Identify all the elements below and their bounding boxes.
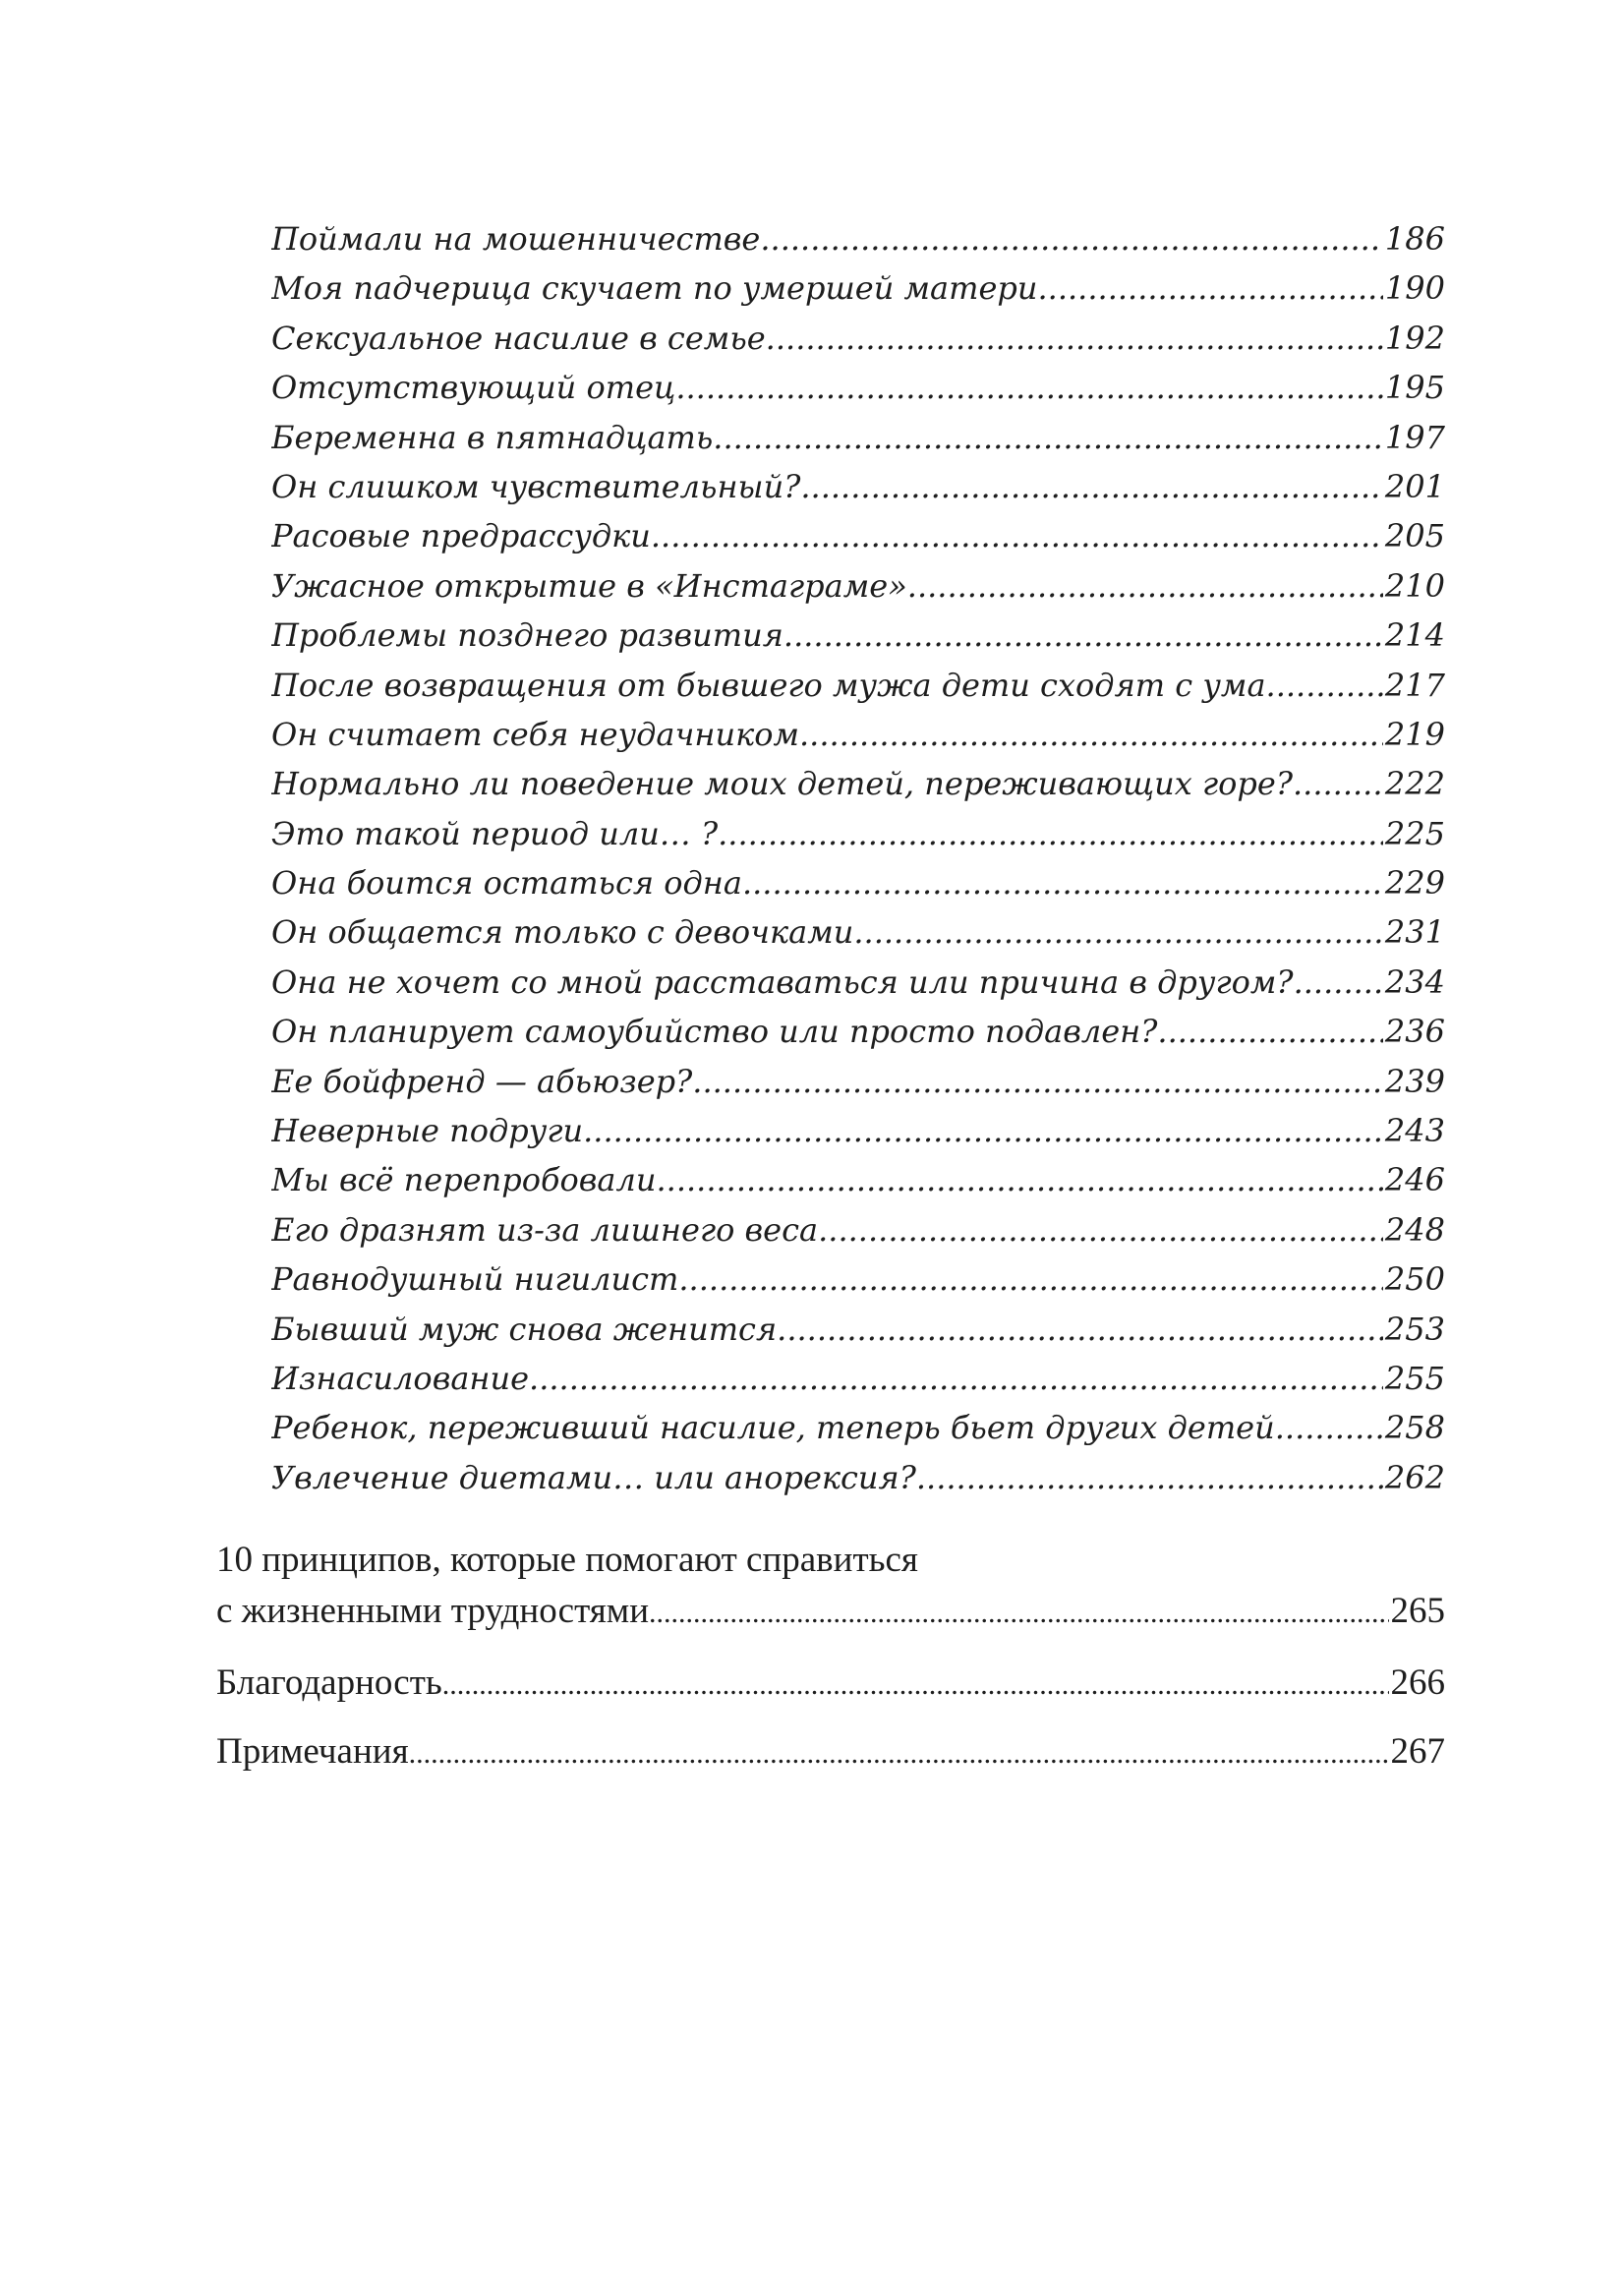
toc-page-number: 262	[1384, 1458, 1445, 1496]
toc-entry-title: Он планирует самоубийство или просто подавлен?	[271, 1013, 1158, 1051]
toc-entry-title: Он общается только с девочками	[271, 913, 854, 952]
dot-leader	[800, 462, 1383, 511]
toc-entry-title-line1: 10 принципов, которые помогают справиться	[216, 1540, 918, 1580]
toc-sub-entry	[271, 1453, 1445, 1502]
toc-entry-title: Нормально ли поведение моих детей, переживающих горе?	[271, 765, 1293, 803]
dot-leader	[766, 314, 1383, 363]
toc-entry-title: Ее бойфренд — абьюзер?	[271, 1062, 693, 1100]
toc-page-number: 267	[1390, 1731, 1445, 1772]
dot-leader	[649, 1588, 1389, 1637]
toc-page-number: 186	[1384, 220, 1445, 258]
toc-sub-entry	[271, 1305, 1445, 1354]
toc-entry-row	[216, 1726, 1445, 1778]
dot-leader	[713, 413, 1383, 462]
toc-page-number: 201	[1384, 467, 1445, 505]
dot-leader	[853, 907, 1383, 957]
toc-sub-entry	[271, 809, 1445, 858]
toc-sub-entry	[271, 263, 1445, 313]
dot-leader	[1294, 958, 1383, 1007]
toc-entry-title: Он считает себя неудачником	[271, 715, 799, 753]
dot-leader	[409, 1728, 1389, 1778]
toc-sub-entry	[271, 1106, 1445, 1155]
toc-page-number: 222	[1384, 765, 1445, 803]
toc-sub-entry	[271, 1354, 1445, 1403]
dot-leader	[675, 363, 1383, 412]
toc-page-number: 195	[1384, 369, 1445, 407]
toc-entry-title: Благодарность	[216, 1662, 442, 1703]
toc-page-number: 197	[1384, 418, 1445, 456]
toc-page-number: 250	[1384, 1260, 1445, 1299]
toc-page-number: 210	[1384, 566, 1445, 605]
dot-leader	[1157, 1007, 1383, 1056]
toc-entry-title: Беременна в пятнадцать	[271, 418, 714, 456]
toc-sub-entry	[271, 1403, 1445, 1452]
toc-sub-entry	[271, 1057, 1445, 1106]
toc-page-number: 258	[1384, 1409, 1445, 1447]
toc-entry-title: Расовые предрассудки	[271, 517, 651, 555]
toc-page-number: 253	[1384, 1310, 1445, 1348]
toc-sub-entry	[271, 661, 1445, 710]
toc-page-number: 266	[1390, 1662, 1445, 1703]
toc-entry-title: Равнодушный нигилист	[271, 1260, 679, 1299]
toc-sub-entry	[271, 759, 1445, 808]
toc-sub-entry	[271, 1254, 1445, 1304]
toc-entry-principles	[216, 1535, 1445, 1637]
toc-entry-row	[216, 1586, 1445, 1637]
dot-leader	[783, 611, 1383, 660]
toc-entry-title: Мы всё перепробовали	[271, 1161, 657, 1199]
toc-page-number: 205	[1384, 517, 1445, 555]
toc-entry-title: Ребенок, переживший насилие, теперь бьет других детей	[271, 1409, 1275, 1447]
toc-page-number: 225	[1384, 814, 1445, 852]
toc-entry-title: Моя падчерица скучает по умершей матери	[271, 269, 1038, 308]
dot-leader	[818, 1205, 1383, 1254]
toc-page-number: 255	[1384, 1359, 1445, 1397]
toc-page-number: 246	[1384, 1161, 1445, 1199]
dot-leader	[1266, 661, 1383, 710]
dot-leader	[442, 1660, 1389, 1709]
toc-sub-entry	[271, 1007, 1445, 1056]
toc-entry-title: Сексуальное насилие в семье	[271, 319, 766, 357]
toc-entry-title-line2: с жизненными трудностями	[216, 1591, 649, 1631]
toc-page-number: 239	[1384, 1062, 1445, 1100]
toc-entry-title: Неверные подруги	[271, 1112, 584, 1150]
toc-sub-entry	[271, 462, 1445, 511]
toc-entry-title: Это такой период или… ?	[271, 814, 719, 852]
toc-entry-title: Примечания	[216, 1731, 409, 1772]
toc-entry-thanks	[216, 1658, 1445, 1709]
dot-leader	[777, 1305, 1383, 1354]
toc-sub-entry	[271, 314, 1445, 363]
toc-entry-title: Поймали на мошенничестве	[271, 220, 761, 258]
toc-page-number: 214	[1384, 616, 1445, 655]
toc-entry-title: Он слишком чувствительный?	[271, 467, 801, 505]
toc-sub-entry	[271, 511, 1445, 560]
toc-entry-title: Отсутствующий отец	[271, 369, 676, 407]
dot-leader	[692, 1057, 1383, 1106]
toc-page-number: 236	[1384, 1013, 1445, 1051]
toc-sub-entry	[271, 907, 1445, 957]
toc-entry-title: Увлечение диетами… или анорексия?	[271, 1458, 916, 1496]
dot-leader	[1293, 759, 1383, 808]
toc-entry-row	[216, 1658, 1445, 1709]
toc-page-number: 192	[1384, 319, 1445, 357]
toc-entry-title: Ужасное открытие в «Инстаграме»	[271, 566, 907, 605]
dot-leader	[742, 858, 1383, 907]
toc-sub-entry	[271, 858, 1445, 907]
toc-entry-title: После возвращения от бывшего мужа дети сходят с ума	[271, 666, 1266, 704]
toc-page-number: 190	[1384, 269, 1445, 308]
toc-entry-title: Она не хочет со мной расставаться или причина в другом?	[271, 962, 1294, 1001]
toc-page-number: 217	[1384, 666, 1445, 704]
dot-leader	[651, 511, 1383, 560]
toc-sub-entry	[271, 363, 1445, 412]
toc-page-number: 243	[1384, 1112, 1445, 1150]
dot-leader	[1037, 263, 1382, 313]
dot-leader	[907, 561, 1383, 611]
dot-leader	[760, 214, 1383, 263]
dot-leader	[1275, 1403, 1383, 1452]
toc-page-number: 234	[1384, 962, 1445, 1001]
toc-entry-notes	[216, 1726, 1445, 1778]
dot-leader	[583, 1106, 1383, 1155]
toc-sub-entry	[271, 561, 1445, 611]
dot-leader	[916, 1453, 1383, 1502]
dot-leader	[799, 710, 1383, 759]
dot-leader	[678, 1254, 1383, 1304]
toc-entry-title: Его дразнят из-за лишнего веса	[271, 1210, 819, 1249]
toc-sub-entry	[271, 1205, 1445, 1254]
toc-page-number: 248	[1384, 1210, 1445, 1249]
toc-entry-title: Бывший муж снова женится	[271, 1310, 778, 1348]
toc-entry-title: Она боится остаться одна	[271, 864, 742, 903]
toc-sub-entry	[271, 214, 1445, 263]
dot-leader	[718, 809, 1383, 858]
toc-page-number: 219	[1384, 715, 1445, 753]
dot-leader	[529, 1354, 1383, 1403]
toc-page-number: 229	[1384, 864, 1445, 903]
toc-sub-entry	[271, 1155, 1445, 1204]
toc-page-number: 231	[1384, 913, 1445, 952]
toc-sub-entry	[271, 958, 1445, 1007]
toc-sub-entry	[271, 413, 1445, 462]
dot-leader	[656, 1155, 1382, 1204]
toc-entry-title: Изнасилование	[271, 1359, 530, 1397]
toc-entry-title: Проблемы позднего развития	[271, 616, 783, 655]
toc-sub-entry	[271, 710, 1445, 759]
toc-sub-entries	[271, 214, 1445, 1502]
toc-page-number: 265	[1390, 1591, 1445, 1631]
toc-sub-entry	[271, 611, 1445, 660]
